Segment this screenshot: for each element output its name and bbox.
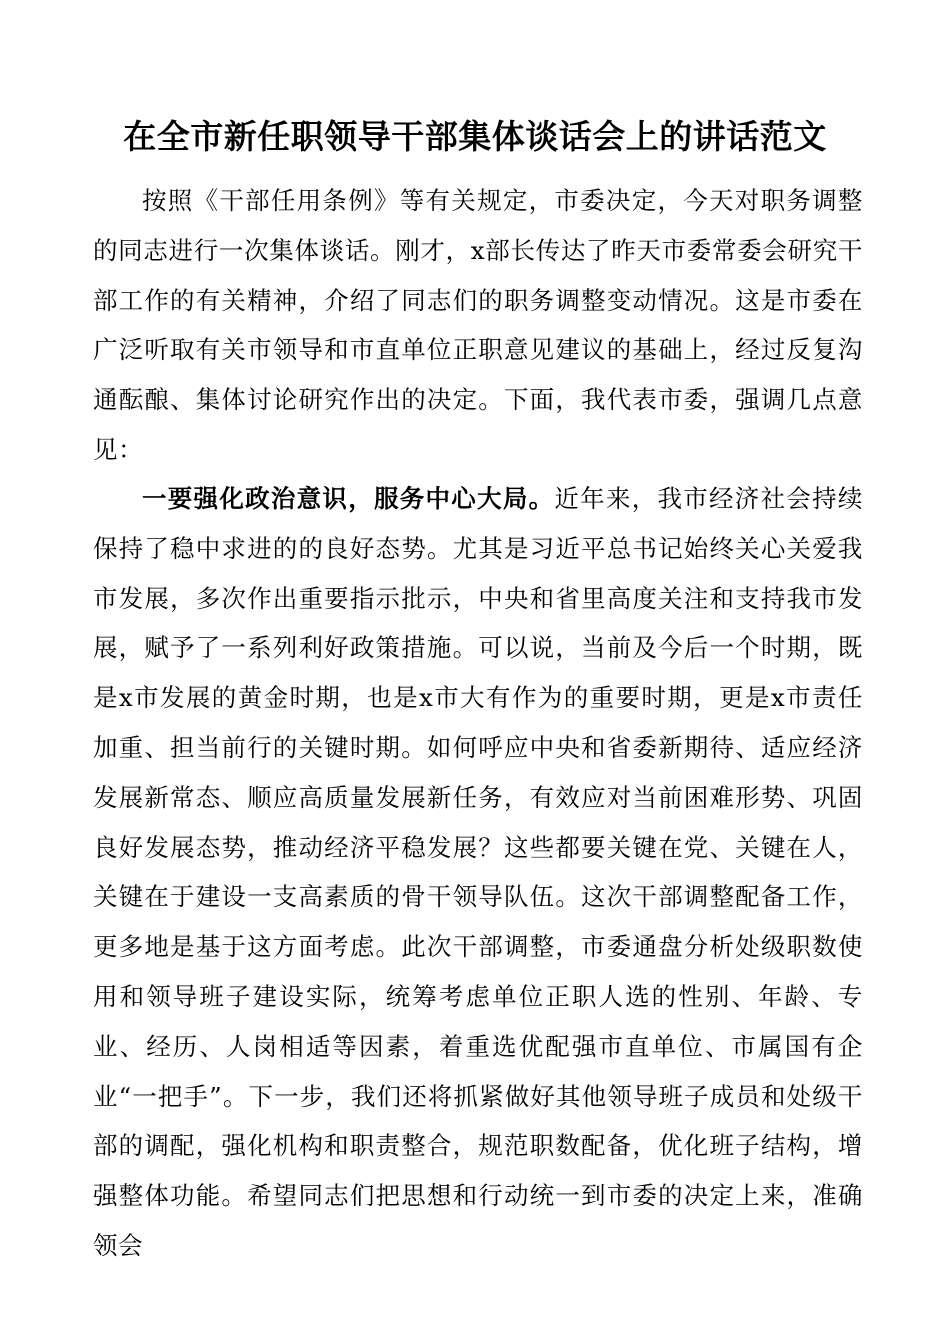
paragraph-point-one-body: 近年来，我市经济社会持续保持了稳中求进的的良好态势。尤其是习近平总书记始终关心关爱我市发展，多次作出重要指示批示，中央和省里高度关注和支持我市发展，赋予了一系列利好政策措施。可以说，当前及今后一个时期，既是x市发展的黄金时期，也是x市大有作为的重要时期，更是x市责任加重、担当前行的关键时期。如何呼应中央和省委新期待、适应经济发展新常态、顺应高质量发展新任务，有效应对当前困难形势、巩固良好发展态势，推动经济平稳发展？这些都要关键在党、关键在人，关键在于建设一支高素质的骨干领导队伍。这次干部调整配备工作，更多地是基于这方面考虑。此次干部调整，市委通盘分析处级职数使用和领导班子建设实际，统筹考虑单位正职人选的性别、年龄、专业、经历、人岗相适等因素，着重选优配强市直单位、市属国有企业“一把手”。下一步，我们还将抓紧做好其他领导班子成员和处级干部的调配，强化机构和职责整合，规范职数配备，优化班子结构，增强整体功能。希望同志们把思想和行动统一到市委的决定上来，准确领会 xyxy=(93,484,863,1260)
paragraph-point-one-heading: 一要强化政治意识，服务中心大局。 xyxy=(142,484,555,513)
paragraph-point-one xyxy=(93,474,863,1271)
paragraph-intro: 按照《干部任用条例》等有关规定，市委决定，今天对职务调整的同志进行一次集体谈话。刚才，x部长传达了昨天市委常委会研究干部工作的有关精神，介绍了同志们的职务调整变动情况。这是市委在广泛听取有关市领导和市直单位正职意见建议的基础上，经过反复沟通酝酿、集体讨论研究作出的决定。下面，我代表市委，强调几点意见： xyxy=(93,186,863,464)
document-title: 在全市新任职领导干部集体谈话会上的讲话范文 xyxy=(123,117,827,156)
